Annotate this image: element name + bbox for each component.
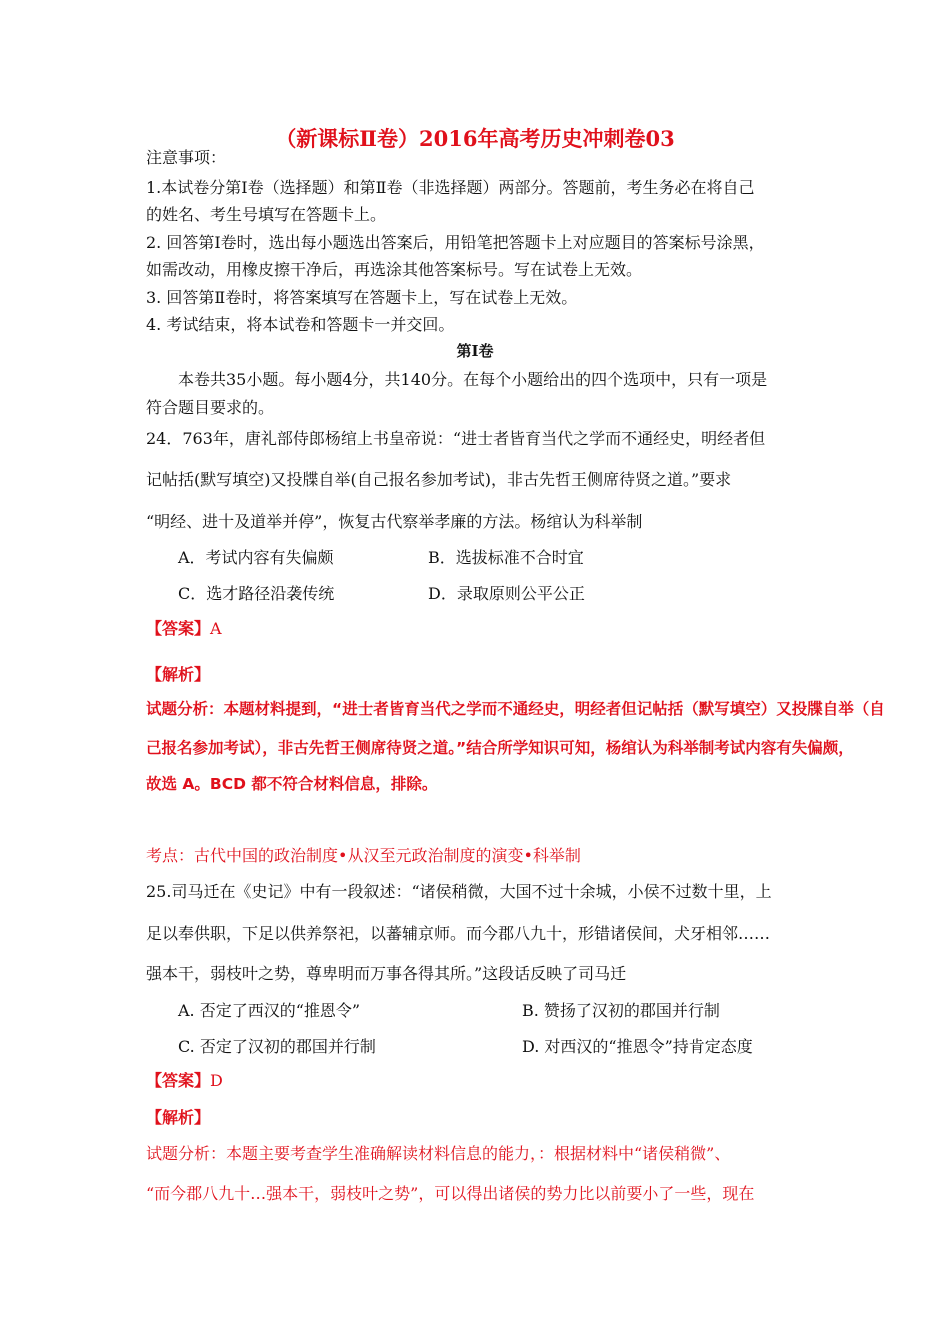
q24-analysis-line: 试题分析：本题材料提到，“进士者皆育当代之学而不通经史，明经者但记帖括（默写填空）又投牒自举（自	[146, 700, 885, 718]
q24-analysis-line: 故选 A。BCD 都不符合材料信息，排除。	[146, 775, 438, 793]
section-intro: 本卷共35小题。每小题4分，共140分。在每个小题给出的四个选项中，只有一项是	[178, 370, 768, 389]
q25-analysis-label: 【解析】	[146, 1108, 211, 1127]
q25-option-a: A. 否定了西汉的“推恩令”	[178, 1001, 361, 1020]
q24-analysis-line: 己报名参加考试），非古先哲王侧席待贤之道。”结合所学知识可知，杨绾认为科举制考试内容有失偏颇，	[146, 739, 854, 757]
q25-stem-line: 25.司马迁在《史记》中有一段叙述：“诸侯稍微，大国不过十余城，小侯不过数十里，上	[146, 882, 772, 901]
section-heading: 第Ⅰ卷	[456, 342, 494, 360]
notice-line: 3. 回答第Ⅱ卷时，将答案填写在答题卡上，写在试卷上无效。	[146, 288, 578, 307]
answer-value: A	[210, 619, 222, 638]
q24-option-d: D．录取原则公平公正	[428, 584, 585, 603]
notice-line: 1.本试卷分第Ⅰ卷（选择题）和第Ⅱ卷（非选择题）两部分。答题前，考生务必在将自己	[146, 178, 755, 197]
q24-option-b: B．选拔标准不合时宜	[428, 548, 584, 567]
answer-label: 【答案】	[146, 1071, 211, 1090]
answer-label: 【答案】	[146, 619, 211, 638]
answer-value: D	[210, 1071, 223, 1090]
q25-stem-line: 强本干，弱枝叶之势，尊卑明而万事各得其所。”这段话反映了司马迁	[146, 964, 627, 983]
page-title: （新课标Ⅱ卷）2016年高考历史冲刺卷03	[275, 126, 675, 151]
q24-analysis-label: 【解析】	[146, 665, 211, 684]
q24-stem-line: 24．763年，唐礼部侍郎杨绾上书皇帝说：“进士者皆育当代之学而不通经史，明经者但	[146, 429, 766, 448]
q25-option-d: D. 对西汉的“推恩令”持肯定态度	[522, 1037, 753, 1056]
section-intro: 符合题目要求的。	[146, 398, 275, 417]
q25-stem-line: 足以奉供职，下足以供养祭祀，以蕃辅京师。而今郡八九十，形错诸侯间，犬牙相邻……	[146, 924, 771, 943]
q24-stem-line: 记帖括(默写填空)又投牒自举(自己报名参加考试)，非古先哲王侧席待贤之道。”要求	[146, 470, 732, 489]
q25-analysis-line: “而今郡八九十…强本干，弱枝叶之势”，可以得出诸侯的势力比以前要小了一些，现在	[146, 1184, 755, 1203]
notice-heading: 注意事项：	[146, 148, 227, 167]
notice-line: 的姓名、考生号填写在答题卡上。	[146, 205, 387, 224]
notice-line: 4. 考试结束，将本试卷和答题卡一并交回。	[146, 315, 455, 334]
q25-option-b: B. 赞扬了汉初的郡国并行制	[522, 1001, 720, 1020]
q25-answer	[146, 1073, 223, 1089]
q25-analysis-line: 试题分析：本题主要考查学生准确解读材料信息的能力，：根据材料中“诸侯稍微”、	[146, 1144, 731, 1163]
q24-option-c: C．选才路径沿袭传统	[178, 584, 335, 603]
q24-kaodian: 考点：古代中国的政治制度•从汉至元政治制度的演变•科举制	[146, 846, 581, 865]
notice-line: 2. 回答第Ⅰ卷时，选出每小题选出答案后，用铅笔把答题卡上对应题目的答案标号涂黑，	[146, 233, 765, 252]
q25-option-c: C. 否定了汉初的郡国并行制	[178, 1037, 376, 1056]
q24-answer	[146, 621, 222, 637]
q24-option-a: A．考试内容有失偏颇	[178, 548, 334, 567]
q24-stem-line: “明经、进十及道举并停”，恢复古代察举孝廉的方法。杨绾认为科举制	[146, 512, 643, 531]
notice-line: 如需改动，用橡皮擦干净后，再选涂其他答案标号。写在试卷上无效。	[146, 260, 643, 279]
